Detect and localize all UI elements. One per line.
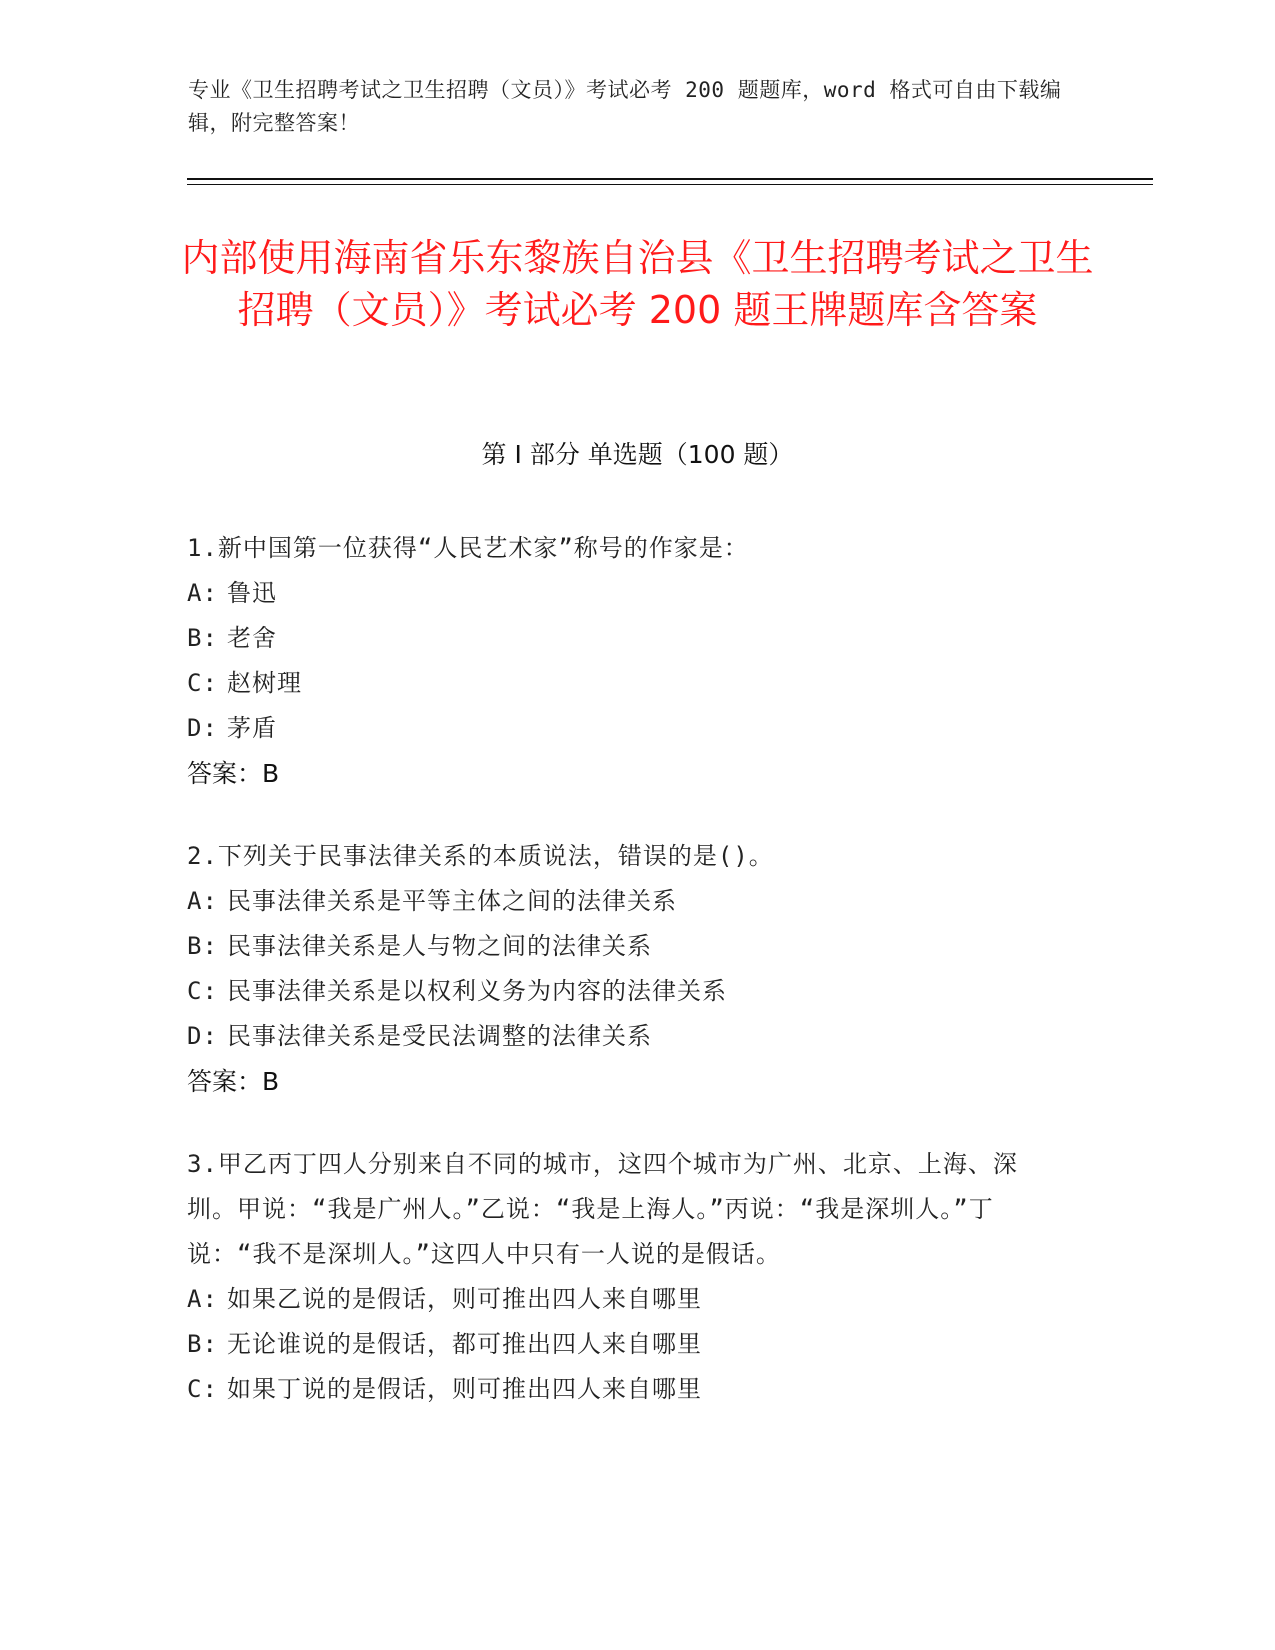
option-b xyxy=(187,924,1067,969)
answer: 答案：B xyxy=(187,759,280,788)
option-label: D: xyxy=(187,714,218,742)
option-c xyxy=(187,1367,1067,1412)
option-label: A: xyxy=(187,1285,218,1313)
option-label: C: xyxy=(187,669,218,697)
option-text: 赵树理 xyxy=(227,669,302,697)
option-text: 鲁迅 xyxy=(227,579,277,607)
option-a xyxy=(187,879,1067,924)
option-label: B: xyxy=(187,1330,218,1358)
option-text: 民事法律关系是以权利义务为内容的法律关系 xyxy=(227,977,727,1005)
question-list xyxy=(187,526,1067,1450)
option-label: C: xyxy=(187,1375,218,1403)
option-text: 茅盾 xyxy=(227,714,277,742)
option-label: C: xyxy=(187,977,218,1005)
option-a xyxy=(187,571,1067,616)
option-text: 无论谁说的是假话，都可推出四人来自哪里 xyxy=(227,1330,702,1358)
option-c xyxy=(187,661,1067,706)
header-rule-thin xyxy=(187,184,1153,185)
option-text: 如果乙说的是假话，则可推出四人来自哪里 xyxy=(227,1285,702,1313)
question-2 xyxy=(187,834,1067,1104)
question-stem: 3.甲乙丙丁四人分别来自不同的城市，这四个城市为广州、北京、上海、深圳。甲说：“我是广州人。”乙说：“我是上海人。”丙说：“我是深圳人。”丁说：“我不是深圳人。”这四人中只有一人说的是假话。 xyxy=(187,1150,1018,1268)
option-b xyxy=(187,616,1067,661)
option-label: B: xyxy=(187,932,218,960)
document-title: 内部使用海南省乐东黎族自治县《卫生招聘考试之卫生招聘（文员）》考试必考 200 题王牌题库含答案 xyxy=(181,236,1094,332)
option-label: B: xyxy=(187,624,218,652)
question-stem: 1.新中国第一位获得“人民艺术家”称号的作家是： xyxy=(187,534,749,562)
option-label: D: xyxy=(187,1022,218,1050)
option-a xyxy=(187,1277,1067,1322)
question-stem: 2.下列关于民事法律关系的本质说法，错误的是()。 xyxy=(187,842,774,870)
question-3 xyxy=(187,1142,1067,1412)
option-d xyxy=(187,706,1067,751)
option-text: 民事法律关系是平等主体之间的法律关系 xyxy=(227,887,677,915)
option-text: 民事法律关系是受民法调整的法律关系 xyxy=(227,1022,652,1050)
answer: 答案：B xyxy=(187,1067,280,1096)
option-label: A: xyxy=(187,579,218,607)
option-text: 老舍 xyxy=(227,624,277,652)
option-b xyxy=(187,1322,1067,1367)
question-1 xyxy=(187,526,1067,796)
option-c xyxy=(187,969,1067,1014)
option-label: A: xyxy=(187,887,218,915)
header-rule-thick xyxy=(187,178,1153,180)
option-d xyxy=(187,1014,1067,1059)
section-title: 第 I 部分 单选题（100 题） xyxy=(481,440,794,469)
option-text: 民事法律关系是人与物之间的法律关系 xyxy=(227,932,652,960)
option-text: 如果丁说的是假话，则可推出四人来自哪里 xyxy=(227,1375,702,1403)
header-note: 专业《卫生招聘考试之卫生招聘（文员）》考试必考 200 题题库，word 格式可自由下载编辑，附完整答案！ xyxy=(188,78,1062,135)
